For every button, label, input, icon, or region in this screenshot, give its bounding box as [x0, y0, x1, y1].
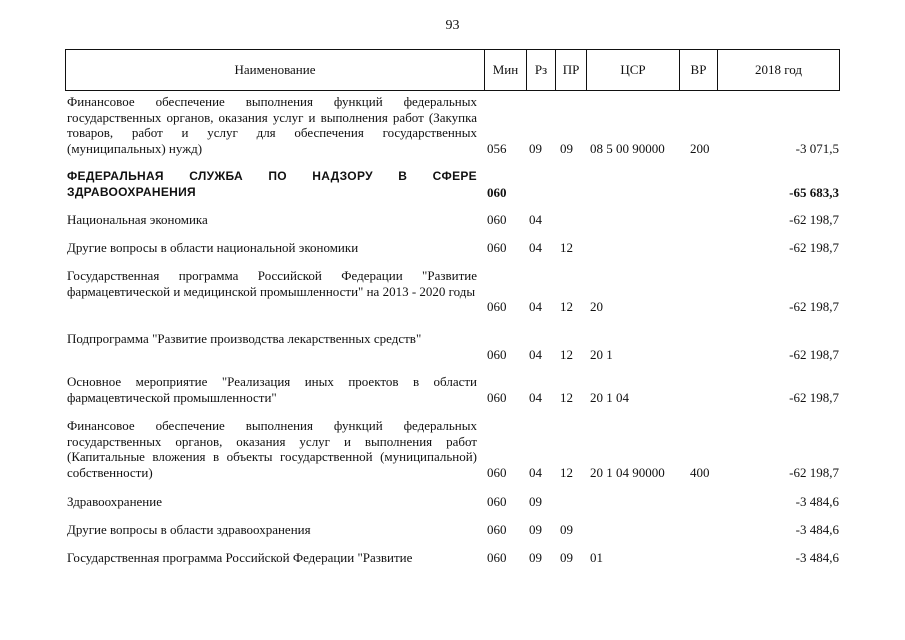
row-name: Подпрограмма "Развитие производства лекарственных средств"	[67, 331, 422, 346]
row-name: Государственная программа Российской Федерации "Развитие фармацевтической и медицинской промышленности" на 2013 - 2020 годы	[67, 268, 477, 299]
row-name: Финансовое обеспечение выполнения функций федеральных государственных органов, оказания услуг и выполнения работ (Капитальные вложения в объекты государственной (муниципальной) собственности)	[67, 418, 477, 480]
row-rz: 04	[529, 464, 542, 480]
row-amount: -62 198,7	[789, 389, 839, 405]
row-csr: 20 1 04	[590, 389, 629, 405]
row-pr: 09	[560, 522, 573, 537]
header-vr: ВР	[679, 50, 717, 90]
row-rz: 09	[529, 140, 542, 156]
page-number: 93	[445, 18, 460, 33]
row-pr: 12	[560, 299, 573, 314]
row-min: 060	[487, 522, 507, 537]
row-rz: 09	[529, 522, 542, 537]
row-pr: 12	[560, 464, 573, 480]
row-pr: 12	[560, 389, 573, 405]
row-name: Здравоохранение	[67, 494, 162, 509]
header-name: Наименование	[234, 62, 316, 77]
row-pr: 09	[560, 140, 573, 156]
row-pr: 12	[560, 240, 573, 255]
row-min: 060	[487, 346, 507, 362]
header-rz: Рз	[526, 50, 555, 90]
row-amount: -62 198,7	[789, 299, 839, 314]
row-csr: 20 1 04 90000	[590, 464, 665, 480]
row-min: 060	[487, 550, 507, 565]
row-name: Государственная программа Российской Федерации "Развитие	[67, 550, 413, 565]
row-rz: 04	[529, 240, 542, 255]
header-min: Мин	[484, 50, 526, 90]
row-min: 056	[487, 140, 507, 156]
row-name: Финансовое обеспечение выполнения функций федеральных государственных органов, оказания услуг и выполнения работ (Закупка товаров, работ и услуг для обеспечения государственных (муниципальных) нужд)	[67, 94, 477, 156]
row-vr: 200	[690, 140, 710, 156]
header-pr: ПР	[555, 50, 586, 90]
row-csr: 01	[590, 550, 603, 565]
row-name: Другие вопросы в области здравоохранения	[67, 522, 311, 537]
row-amount: -3 484,6	[795, 522, 839, 537]
row-amount: -62 198,7	[789, 346, 839, 362]
row-amount: -3 071,5	[795, 140, 839, 156]
row-min: 060	[487, 494, 507, 509]
row-rz: 09	[529, 494, 542, 509]
row-amount: -62 198,7	[789, 240, 839, 255]
row-min: 060	[487, 184, 507, 200]
row-amount: -62 198,7	[789, 212, 839, 227]
header-csr: ЦСР	[586, 50, 679, 90]
row-amount: -3 484,6	[795, 494, 839, 509]
row-rz: 09	[529, 550, 542, 565]
row-min: 060	[487, 389, 507, 405]
row-rz: 04	[529, 346, 542, 362]
row-vr: 400	[690, 464, 710, 480]
row-amount: -3 484,6	[795, 550, 839, 565]
row-rz: 04	[529, 212, 542, 227]
header-year: 2018 год	[717, 50, 839, 90]
row-min: 060	[487, 464, 507, 480]
row-rz: 04	[529, 299, 542, 314]
row-name: ФЕДЕРАЛЬНАЯ СЛУЖБА ПО НАДЗОРУ В СФЕРЕ ЗДРАВООХРАНЕНИЯ	[67, 169, 477, 199]
row-min: 060	[487, 299, 507, 314]
row-pr: 12	[560, 346, 573, 362]
row-amount: -62 198,7	[789, 464, 839, 480]
row-rz: 04	[529, 389, 542, 405]
row-amount: -65 683,3	[789, 184, 839, 200]
row-name: Основное мероприятие "Реализация иных проектов в области фармацевтической промышленности"	[67, 374, 477, 405]
row-min: 060	[487, 212, 507, 227]
row-pr: 09	[560, 550, 573, 565]
row-csr: 20	[590, 299, 603, 314]
row-name: Другие вопросы в области национальной экономики	[67, 240, 359, 255]
row-csr: 20 1	[590, 346, 613, 362]
row-min: 060	[487, 240, 507, 255]
row-csr: 08 5 00 90000	[590, 140, 665, 156]
row-name: Национальная экономика	[67, 212, 208, 227]
table-header	[65, 49, 840, 91]
